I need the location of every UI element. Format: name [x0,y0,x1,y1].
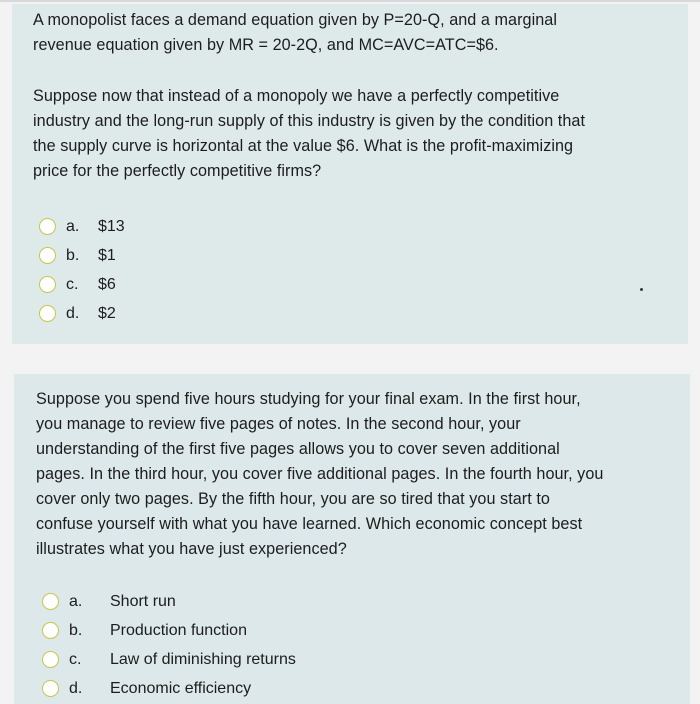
question-1-option-a[interactable] [39,212,125,241]
question-1-text-line: Suppose now that instead of a monopoly we have a perfectly competitive [33,87,560,105]
question-1-option-c[interactable] [39,270,125,299]
option-letter: b. [66,246,80,264]
top-edge [0,0,700,2]
question-2-text-line: confuse yourself with what you have learned. Which economic concept best [36,515,583,533]
option-letter: b. [69,621,83,639]
cursor-dot [640,288,643,291]
question-2-option-d[interactable] [42,674,296,703]
question-2-text-line: illustrates what you have just experienced? [36,540,347,558]
option-text: Short run [110,592,176,610]
question-1-intro-line: revenue equation given by MR = 20-2Q, and MC=AVC=ATC=$6. [33,36,499,54]
question-2-text-line: pages. In the third hour, you cover five additional pages. In the fourth hour, you [36,465,604,483]
question-1-options [39,212,125,328]
question-1-text [33,84,673,184]
question-2-option-b[interactable] [42,616,296,645]
radio-button[interactable] [42,680,59,697]
radio-button[interactable] [42,622,59,639]
question-2-option-a[interactable] [42,587,296,616]
question-1-intro-line: A monopolist faces a demand equation given by P=20-Q, and a marginal [33,11,557,29]
option-letter: a. [66,217,80,235]
question-1-text-line: industry and the long-run supply of this industry is given by the condition that [33,112,585,130]
question-1-intro [33,8,673,58]
option-text: Economic efficiency [110,679,252,697]
question-1-panel [12,4,688,344]
radio-button[interactable] [42,651,59,668]
radio-button[interactable] [42,593,59,610]
question-1-text-line: price for the perfectly competitive firms? [33,162,322,180]
radio-button[interactable] [39,247,56,264]
option-text: $2 [98,304,116,322]
radio-button[interactable] [39,276,56,293]
option-text: $13 [98,217,125,235]
option-letter: c. [69,650,82,668]
option-letter: d. [69,679,83,697]
question-2-options [42,587,296,703]
question-1-option-b[interactable] [39,241,125,270]
radio-button[interactable] [39,218,56,235]
option-letter: a. [69,592,83,610]
question-2-option-c[interactable] [42,645,296,674]
question-2-text-line: Suppose you spend five hours studying for your final exam. In the first hour, [36,390,581,408]
option-text: Production function [110,621,247,639]
question-2-text-line: understanding of the first five pages allows you to cover seven additional [36,440,560,458]
option-letter: d. [66,304,80,322]
option-letter: c. [66,275,79,293]
option-text: $6 [98,275,116,293]
question-2-text-line: you manage to review five pages of notes. In the second hour, your [36,415,521,433]
radio-button[interactable] [39,305,56,322]
option-text: Law of diminishing returns [110,650,296,668]
question-1-text-line: the supply curve is horizontal at the value $6. What is the profit-maximizing [33,137,574,155]
option-text: $1 [98,246,116,264]
question-1-option-d[interactable] [39,299,125,328]
question-2-text [36,387,676,562]
question-2-text-line: cover only two pages. By the fifth hour, you are so tired that you start to [36,490,550,508]
question-2-panel [14,374,690,704]
